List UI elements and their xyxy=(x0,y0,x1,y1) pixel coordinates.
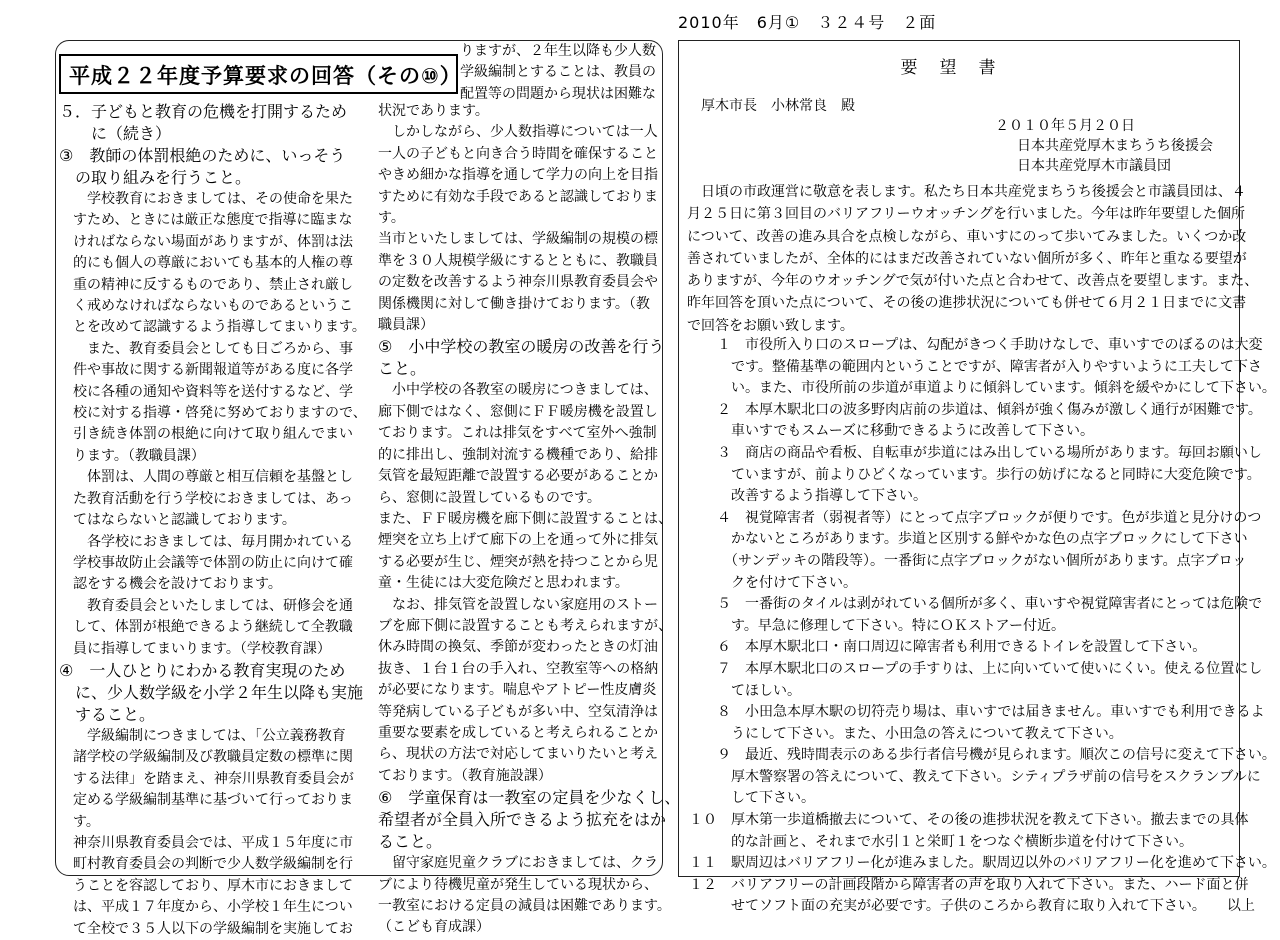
request-item-line: です。整備基準の範囲内ということですが、障害者が入りやすいように工夫して下さ xyxy=(689,358,1262,375)
intro-line: 善されていましたが、全体的にはまだ改善されていない個所が多く、昨年と重なる要望が xyxy=(687,250,1247,267)
text-line: 神奈川県教育委員会では、平成１５年度に市 xyxy=(59,834,353,851)
letter-intro xyxy=(687,181,1259,337)
text-line: 学校事故防止会議等で体罰の防止に向けて確 xyxy=(59,554,353,571)
text-line: 一教室における定員の減員は困難であります。 xyxy=(378,898,671,914)
text-line: 気管を最短距離で設置する必要があることか xyxy=(378,468,658,485)
letter-sender-2: 日本共産党厚木市議員団 xyxy=(1017,158,1171,174)
text-line: また、ＦＦ暖房機を廊下側に設置することは、 xyxy=(378,510,672,527)
text-line: ら、窓側に設置しているものです。 xyxy=(378,489,601,506)
text-line: ⑥ 学童保育は一教室の定員を少なくし、 xyxy=(378,788,681,808)
request-item-line: １０ 厚木第一歩道橋撤去について、その後の進捗状況を教えて下さい。撤去までの具体 xyxy=(689,812,1249,829)
text-line: 学級編制につきましては、「公立義務教育 xyxy=(59,727,346,744)
request-item-line: てほしい。 xyxy=(689,682,801,699)
text-line: 員に指導してまいります。（学校教育課） xyxy=(59,640,331,657)
text-line: 童・生徒には大変危険だと思われます。 xyxy=(378,575,629,592)
request-item-line: うにして下さい。また、小田急の答えについて教えて下さい。 xyxy=(689,725,1123,742)
text-line: 休み時間の換気、季節が変わったときの灯油 xyxy=(378,639,658,656)
text-line: 諸学校の学級編制及び教職員定数の標準に関 xyxy=(59,749,353,766)
request-item-line: 厚木警察署の答えについて、教えて下さい。シティプラザ前の信号をスクランブルに xyxy=(689,768,1261,785)
request-item-line: ９ 最近、残時間表示のある歩行者信号機が見られます。順次この信号に変えて下さい。 xyxy=(689,747,1276,764)
text-line: 校に各種の通知や資料等を送付するなど、学 xyxy=(59,383,353,400)
text-line: ⑤ 小中学校の教室の暖房の改善を行う xyxy=(378,337,665,357)
text-line: 職員課） xyxy=(378,317,434,334)
text-line: 等発病している子どもが多い中、空気清浄は xyxy=(378,703,658,720)
request-item-line: １２ バリアフリーの計画段階から障害者の声を取り入れて下さい。また、ハード面と併 xyxy=(689,876,1249,893)
text-line: 抜き、１台１台の手入れ、空教室等への格納 xyxy=(378,660,659,677)
text-line: （こども育成課） xyxy=(378,919,490,936)
text-line: すため、ときには厳正な態度で指導に臨まな xyxy=(59,212,353,229)
request-letter-panel xyxy=(678,40,1276,915)
text-line: こと。 xyxy=(378,359,427,379)
text-line: 廊下側ではなく、窓側にＦＦ暖房機を設置し xyxy=(378,403,658,420)
text-line: た教育活動を行う学校におきましては、あっ xyxy=(59,490,353,507)
text-line: すること。 xyxy=(59,704,156,724)
request-item-line: 的な計画と、それまで水引１と栄町１をつなぐ横断歩道を付けて下さい。 xyxy=(689,833,1193,850)
text-line: 的に排出し、強制対流する機種であり、給排 xyxy=(378,446,658,463)
text-line: 状況であります。 xyxy=(378,103,489,119)
request-item-line: 改善するよう指導して下さい。 xyxy=(689,488,927,505)
request-item-line: １１ 駅周辺はバリアフリー化が進みました。駅周辺以外のバリアフリー化を進めて下さい。 xyxy=(689,855,1276,872)
request-item-line: ７ 本厚木駅北口のスロープの手すりは、上に向いていて使いにくい。使える位置にし xyxy=(689,660,1263,677)
request-item-line: ３ 商店の商品や看板、自転車が歩道にはみ出している場所があります。毎回お願いし xyxy=(689,444,1262,461)
intro-line: 昨年回答を頂いた点について、その後の進捗状況についても併せて６月２１日までに文書 xyxy=(687,295,1247,312)
request-items-list xyxy=(689,335,1276,918)
text-line: す。 xyxy=(378,210,405,227)
text-line: 学級編制とすることは、教員の xyxy=(460,64,656,81)
text-line: 各学校におきましては、毎月開かれている xyxy=(59,533,353,550)
text-line: てはならないと認識しております。 xyxy=(59,512,296,529)
request-item-line: い。また、市役所前の歩道が車道よりに傾斜しています。傾斜を緩やかにして下さい。 xyxy=(689,380,1276,397)
intro-line: 日頃の市政運営に敬意を表します。私たち日本共産党まちうち後援会と市議員団は、４ xyxy=(687,184,1246,200)
text-line: 煙突を立ち上げて廊下の上を通って外に排気 xyxy=(378,532,658,549)
text-line: する法律」を踏まえ、神奈川県教育委員会が xyxy=(59,770,354,787)
text-line: 教育委員会といたしましては、研修会を通 xyxy=(59,597,353,614)
budget-answer-panel xyxy=(55,40,681,937)
text-line: ５．子どもと教育の危機を打開するため xyxy=(59,102,348,121)
letter-title: 要望書 xyxy=(900,58,1018,78)
text-line: す。 xyxy=(59,813,100,830)
text-line: 学校教育におきましては、その使命を果た xyxy=(59,191,353,207)
request-item-line: ５ 一番街のタイルは剥がれている個所が多く、車いすや視覚障害者にとっては危険で xyxy=(689,596,1263,613)
text-line: 準を３０人規模学級にするとともに、教職員 xyxy=(378,252,658,269)
text-line: 留守家庭児童クラブにおきましては、クラ xyxy=(378,855,658,872)
text-line: とを改めて認識するよう指導してまいります。 xyxy=(59,319,366,336)
text-line: ④ 一人ひとりにわかる教育実現のため xyxy=(59,660,346,680)
text-line: ております。（教育施設課） xyxy=(378,767,552,784)
text-line: 関係機関に対して働き掛けております。（教 xyxy=(378,295,650,312)
request-item-line: ６ 本厚木駅北口・南口周辺に障害者も利用できるトイレを設置して下さい。 xyxy=(689,639,1207,656)
text-line: なお、排気管を設置しない家庭用のストー xyxy=(378,596,658,613)
text-line: 体罰は、人間の尊厳と相互信頼を基盤とし xyxy=(59,469,353,486)
text-line: ります。（教職員課） xyxy=(59,447,205,464)
intro-line: で回答をお願い致します。 xyxy=(687,317,854,334)
text-line: く戒めなければならないものであるというこ xyxy=(59,298,353,315)
request-item-line: （サンデッキの階段等）。一番街に点字ブロックがない個所があります。点字ブロッ xyxy=(689,552,1247,569)
text-line: すために有効な手段であると認識しておりま xyxy=(378,188,658,205)
text-line: 当市といたしましては、学級編制の規模の標 xyxy=(378,231,658,248)
text-line: する必要が生じ、煙突が熱を持つことから児 xyxy=(378,553,658,570)
text-line: ること。 xyxy=(378,832,443,852)
article-column-1 xyxy=(59,101,367,940)
article-column-continuation xyxy=(460,41,660,105)
text-line: 校に対する指導・啓発に努めておりますので、 xyxy=(59,405,367,422)
text-line: しかしながら、少人数指導については一人 xyxy=(378,124,658,141)
request-item-line: 車いすでもスムーズに移動できるように改善して下さい。 xyxy=(689,423,1095,440)
request-item-line: ８ 小田急本厚木駅の切符売り場は、車いすでは届きません。車いすでも利用できるよ xyxy=(689,704,1265,721)
text-line: また、教育委員会としても日ごろから、事 xyxy=(59,340,353,357)
intro-line: ありますが、今年のウオッチングで気が付いた点と合わせて、改善点を要望します。また、 xyxy=(687,273,1259,290)
request-item-line: クを付けて下さい。 xyxy=(689,574,857,591)
text-line: 引き続き体罰の根絶に向けて取り組んでまい xyxy=(59,426,353,443)
request-item-line: ていますが、前よりひどくなっています。歩行の妨げになると同時に大変危険です。 xyxy=(689,466,1261,483)
article-column-2 xyxy=(378,101,681,939)
text-line: 町村教育委員会の判断で少人数学級編制を行 xyxy=(59,856,353,873)
text-line: 配置等の問題から現状は困難な xyxy=(460,85,656,102)
text-line: て全校で３５人以下の学級編制を実施してお xyxy=(59,920,353,937)
request-item-line: ４ 視覚障害者（弱視者等）にとって点字ブロックが便りです。色が歩道と見分けのつ xyxy=(689,509,1262,526)
text-line: 小中学校の各教室の暖房につきましては、 xyxy=(378,382,658,399)
text-line: うことを容認しており、厚木市におきまして xyxy=(59,877,353,894)
text-line: に（続き） xyxy=(59,124,172,143)
text-line: ③ 教師の体罰根絶のために、いっそう xyxy=(59,146,346,165)
letter-addressee: 厚木市長 小林常良 殿 xyxy=(701,98,855,114)
text-line: ければならない場面がありますが、体罰は法 xyxy=(59,233,353,250)
request-item-line: せてソフト面の充実が必要です。子供のころから教育に取り入れて下さい。 以上 xyxy=(689,898,1255,915)
text-line: 定める学級編制基準に基づいて行っておりま xyxy=(59,792,353,809)
text-line: が必要になります。喘息やアトピー性皮膚炎 xyxy=(378,682,657,699)
request-item-line: １ 市役所入り口のスロープは、勾配がきつく手助けなしで、車いすでのぼるのは大変 xyxy=(689,337,1263,353)
text-line: 件や事故に関する新聞報道等がある度に各学 xyxy=(59,362,353,379)
text-line: 一人の子どもと向き合う時間を確保すること xyxy=(378,145,658,162)
text-line: やきめ細かな指導を通して学力の向上を目指 xyxy=(378,167,658,184)
request-item-line: かないところがあります。歩道と区別する鮮やかな色の点字ブロックにして下さい xyxy=(689,531,1248,548)
article-title: 平成２２年度予算要求の回答（その⑩） xyxy=(59,54,458,94)
text-line: 重要な要素を成していると考えられることか xyxy=(378,724,658,741)
text-line: の定数を改善するよう神奈川県教育委員会や xyxy=(378,274,658,291)
text-line: ら、現状の方法で対応してまいりたいと考え xyxy=(378,746,658,763)
text-line: ブを廊下側に設置することも考えられますが、 xyxy=(378,617,672,634)
text-line: 的にも個人の尊厳においても基本的人権の尊 xyxy=(59,255,353,272)
request-item-line: して下さい。 xyxy=(689,790,815,807)
text-line: 希望者が全員入所できるよう拡充をはか xyxy=(378,810,667,830)
text-line: の取り組みを行うこと。 xyxy=(59,168,252,187)
text-line: ております。これは排気をすべて室外へ強制 xyxy=(378,425,657,442)
letter-date: ２０１０年５月２０日 xyxy=(995,118,1135,134)
intro-line: について、改善の進み具合を点検しながら、車いすにのって歩いてみました。いくつか改 xyxy=(687,228,1247,245)
text-line: して、体罰が根絶できるよう継続して全教職 xyxy=(59,619,353,636)
text-line: に、少人数学級を小学２年生以降も実施 xyxy=(59,682,364,702)
letter-sender-1: 日本共産党厚木まちうち後援会 xyxy=(1017,138,1213,154)
text-line: は、平成１７年度から、小学校１年生につい xyxy=(59,899,353,916)
text-line: ブにより待機児童が発生している現状から、 xyxy=(378,876,658,893)
newsletter-issue-header: 2010年 6月① ３２４号 ２面 xyxy=(678,13,937,32)
intro-line: 月２５日に第３回目のバリアフリーウオッチングを行いました。今年は昨年要望した個所 xyxy=(687,206,1246,223)
text-line: 重の精神に反するものであり、禁止され厳し xyxy=(59,276,353,293)
text-line: 認をする機会を設けております。 xyxy=(59,576,282,593)
request-item-line: す。早急に修理して下さい。特にＯＫストアー付近。 xyxy=(689,617,1066,634)
text-line: りますが、２年生以降も少人数 xyxy=(460,43,656,59)
request-item-line: ２ 本厚木駅北口の波多野肉店前の歩道は、傾斜が強く傷みが激しく通行が困難です。 xyxy=(689,401,1262,418)
